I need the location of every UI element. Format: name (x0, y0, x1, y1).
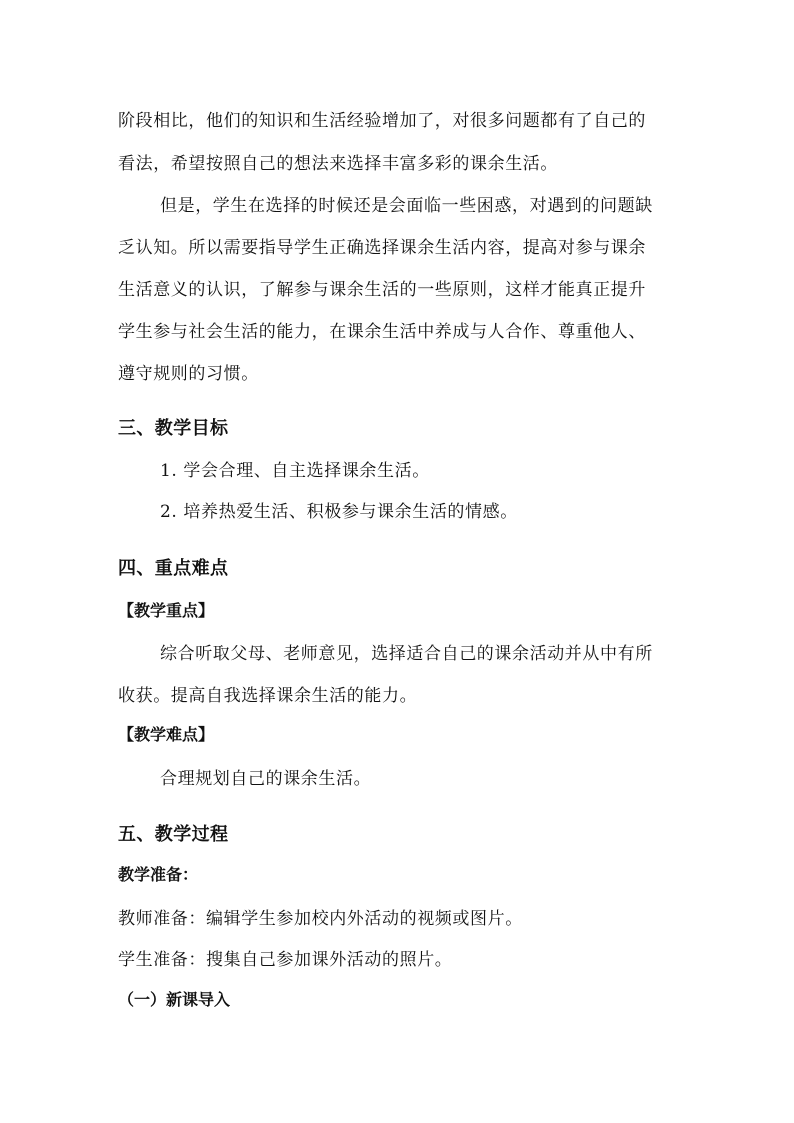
key-point-line-2: 收获。提高自我选择课余生活的能力。 (118, 686, 418, 706)
difficulty-text: 合理规划自己的课余生活。 (160, 769, 372, 789)
part-one-heading: （一）新课导入 (118, 990, 231, 1009)
intro-line-1: 阶段相比，他们的知识和生活经验增加了，对很多问题都有了自己的 (118, 111, 646, 131)
objective-item-2: 2. 培养热爱生活、积极参与课余生活的情感。 (160, 502, 518, 522)
difficulty-label: 【教学难点】 (118, 725, 215, 744)
section-keypoints-title: 四、重点难点 (118, 558, 229, 579)
analysis-line-1: 但是，学生在选择的时候还是会面临一些困惑，对遇到的问题缺 (160, 196, 653, 216)
prep-label: 教学准备： (118, 865, 199, 884)
key-point-line-1: 综合听取父母、老师意见，选择适合自己的课余活动并从中有所 (160, 644, 653, 664)
analysis-line-2: 乏认知。所以需要指导学生正确选择课余生活内容，提高对参与课余 (118, 238, 646, 258)
teacher-prep: 教师准备：编辑学生参加校内外活动的视频或图片。 (118, 909, 523, 929)
section-process-title: 五、教学过程 (118, 824, 229, 845)
objective-item-1: 1. 学会合理、自主选择课余生活。 (160, 461, 430, 481)
intro-line-2: 看法，希望按照自己的想法来选择丰富多彩的课余生活。 (118, 154, 558, 174)
analysis-line-4: 学生参与社会生活的能力，在课余生活中养成与人合作、尊重他人、 (118, 322, 646, 342)
section-objectives-title: 三、教学目标 (118, 418, 229, 439)
student-prep: 学生准备：搜集自己参加课外活动的照片。 (118, 950, 453, 970)
analysis-line-3: 生活意义的认识，了解参与课余生活的一些原则，这样才能真正提升 (118, 280, 646, 300)
analysis-line-5: 遵守规则的习惯。 (118, 364, 259, 384)
key-point-label: 【教学重点】 (118, 601, 215, 620)
